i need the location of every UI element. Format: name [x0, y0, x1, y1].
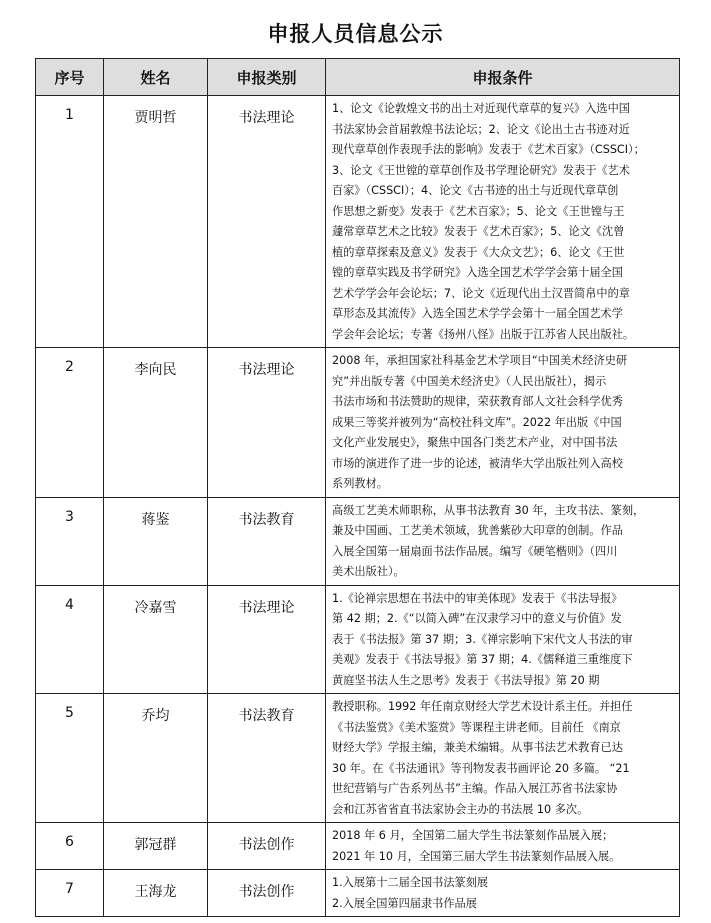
row-condition [326, 96, 680, 348]
row-condition [326, 870, 680, 917]
row-no: 4 [36, 585, 104, 694]
condition-line: 3、论文《王世镗的章草创作及书学理论研究》发表于《艺术 [332, 163, 630, 177]
page-title: 申报人员信息公示 [267, 22, 444, 46]
row-category: 书法教育 [208, 694, 326, 823]
row-no: 1 [36, 96, 104, 348]
row-no: 6 [36, 823, 104, 870]
condition-line: 究”并出版专著《中国美术经济史》（人民出版社），揭示 [332, 374, 607, 388]
condition-line: 30 年。在《书法通讯》等刊物发表书画评论 20 多篇。 “21 [332, 761, 630, 775]
condition-line: 书法家协会首届敦煌书法论坛；2、论文《论出土古书迹对近 [332, 122, 630, 136]
row-name: 乔均 [104, 694, 208, 823]
condition-line: 镗的章草实践及书学研究》入选全国艺术学学会第十届全国 [332, 266, 623, 279]
condition-line: 2.入展全国第四届隶书作品展 [332, 896, 477, 910]
row-no: 3 [36, 497, 104, 585]
row-name: 郭冠群 [104, 823, 208, 870]
row-name: 蒋鉴 [104, 497, 208, 585]
table-row [36, 694, 680, 823]
condition-line: 教授职称。1992 年任南京财经大学艺术设计系主任。并担任 [332, 700, 633, 713]
condition-line: 黄庭坚书法人生之思考》发表于《书法导报》第 20 期 [332, 673, 600, 687]
condition-line: 高级工艺美术师职称，从事书法教育 30 年，主攻书法、篆刻， [332, 503, 645, 517]
condition-line: 艺术学学会年会论坛；7、论文《近现代出土汉晋简帛中的章 [332, 286, 630, 300]
row-condition [326, 497, 680, 585]
condition-line: 系列教材。 [332, 477, 388, 490]
table-row [36, 348, 680, 498]
condition-line: 表于《书法报》第 37 期；3.《禅宗影响下宋代文人书法的审 [332, 632, 633, 646]
condition-line: 美术出版社）。 [332, 565, 405, 578]
row-no: 7 [36, 870, 104, 917]
row-category: 书法理论 [208, 96, 326, 348]
condition-line: 第 42 期；2.《“以简入碑”在汉隶学习中的意义与价值》发 [332, 612, 622, 625]
condition-line: 百家》（CSSCI）；4、论文《古书迹的出土与近现代章草创 [332, 184, 619, 197]
row-condition [326, 585, 680, 694]
condition-line: 1、论文《论敦煌文书的出土对近现代章草的复兴》入选中国 [332, 102, 630, 115]
header-category: 申报类别 [208, 59, 326, 96]
condition-line: 2021 年 10 月，全国第三届大学生书法篆刻作品展入展。 [332, 849, 621, 863]
condition-line: 美观》发表于《书法导报》第 37 期；4.《儒释道三重维度下 [332, 653, 633, 666]
row-name: 王海龙 [104, 870, 208, 917]
condition-line: 2008 年，承担国家社科基金艺术学项目“中国美术经济史研 [332, 354, 628, 367]
row-condition [326, 694, 680, 823]
condition-line: 蘧常章草艺术之比较》发表于《艺术百家》；5、论文《沈曾 [332, 225, 625, 238]
condition-line: 草形态及其流传》入选全国艺术学学会第十一届全国艺术学 [332, 307, 623, 320]
table-row [36, 585, 680, 694]
condition-line: 世纪营销与广告系列丛书”主编。作品入展江苏省书法家协 [332, 782, 618, 795]
condition-line: 植的章草探索及意义》发表于《大众文艺》；6、论文《王世 [332, 245, 625, 259]
row-condition [326, 823, 680, 870]
condition-line: 财经大学》学报主编，兼美术编辑。从事书法艺术教育已达 [332, 741, 623, 754]
table-row [36, 497, 680, 585]
table-row [36, 823, 680, 870]
header-name: 姓名 [104, 59, 208, 96]
condition-line: 会和江苏省省直书法家协会主办的书法展 10 多次。 [332, 802, 589, 816]
header-no: 序号 [36, 59, 104, 96]
row-no: 2 [36, 348, 104, 498]
row-name: 贾明哲 [104, 96, 208, 348]
condition-line: 文化产业发展史》，聚焦中国各门类艺术产业，对中国书法 [332, 436, 618, 449]
row-category: 书法理论 [208, 348, 326, 498]
condition-line: 《书法鉴赏》《美术鉴赏》等课程主讲老师。目前任 《南京 [332, 720, 621, 734]
condition-line: 1.入展第十二届全国书法篆刻展 [332, 876, 489, 889]
row-category: 书法创作 [208, 823, 326, 870]
condition-line: 成果三等奖并被列为“高校社科文库”。2022 年出版《中国 [332, 415, 622, 429]
row-condition [326, 348, 680, 498]
row-no: 5 [36, 694, 104, 823]
condition-line: 现代章草创作表现手法的影响》发表于《艺术百家》（CSSCI）； [332, 143, 645, 156]
row-category: 书法理论 [208, 585, 326, 694]
row-name: 冷嘉雪 [104, 585, 208, 694]
condition-line: 2018 年 6 月，全国第二届大学生书法篆刻作品展入展； [332, 829, 614, 842]
condition-line: 兼及中国画、工艺美术领域，犹善紫砂大印章的创制。作品 [332, 524, 623, 537]
condition-line: 书法市场和书法赞助的规律，荣获教育部人文社会科学优秀 [332, 395, 623, 408]
condition-line: 作思想之新变》发表于《艺术百家》；5、论文《王世镗与王 [332, 204, 625, 218]
row-category: 书法创作 [208, 870, 326, 917]
table-header-row [36, 59, 680, 96]
row-name: 李向民 [104, 348, 208, 498]
condition-line: 学会年会论坛；专著《扬州八怪》出版于江苏省人民出版社。 [332, 327, 635, 341]
condition-line: 1.《论禅宗思想在书法中的审美体现》发表于《书法导报》 [332, 591, 623, 605]
header-condition: 申报条件 [326, 59, 680, 96]
table-row [36, 96, 680, 348]
condition-line: 入展全国第一届扇面书法作品展。编写《硬笔楷则》（四川 [332, 544, 618, 558]
row-category: 书法教育 [208, 497, 326, 585]
table-row [36, 870, 680, 917]
applicant-table [35, 58, 680, 917]
condition-line: 市场的演进作了进一步的论述，被清华大学出版社列入高校 [332, 456, 623, 470]
